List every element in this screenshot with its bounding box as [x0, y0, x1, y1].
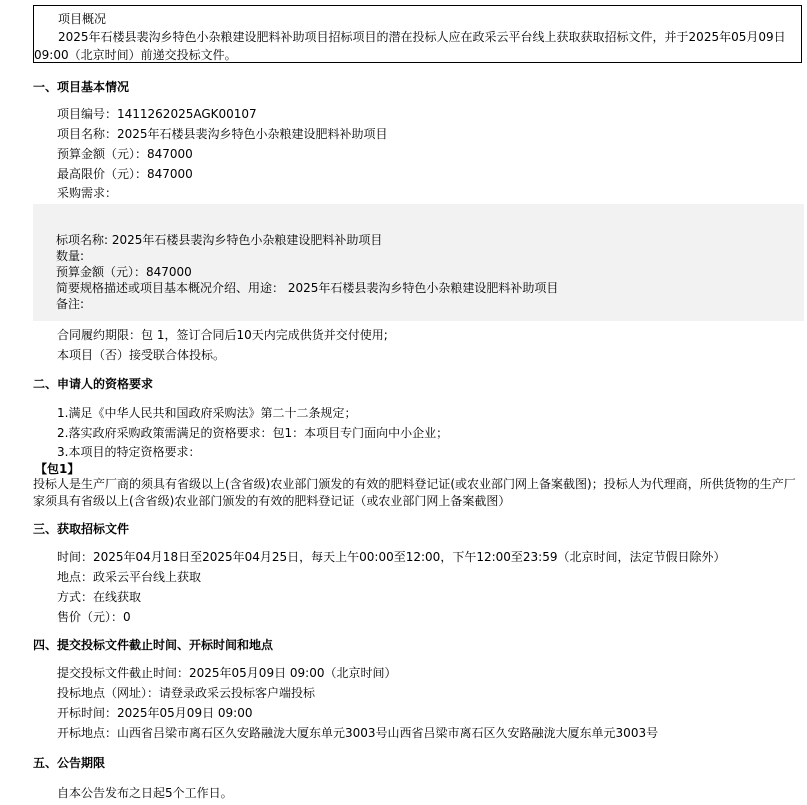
section-3-heading: 三、获取招标文件: [33, 522, 130, 536]
specific-requirement: 投标人是生产厂商的须具有省级以上(含省级)农业部门颁发的有效的肥料登记证(或农业部门网上备案截图)；投标人为代理商，所供货物的生产厂家须具有省级以上(含省级)农业部门颁发的有效的肥料登记证（或农业部门网上备案截图）: [33, 477, 796, 508]
section-2-heading: 二、申请人的资格要求: [33, 377, 154, 391]
section-1-heading: 一、项目基本情况: [33, 80, 130, 94]
lot-quantity: 数量:: [56, 249, 85, 263]
acquisition-place: 地点：政采云平台线上获取: [57, 570, 202, 584]
lot-note: 备注:: [56, 297, 85, 311]
overview-title: 项目概况: [58, 12, 107, 26]
section-4-heading: 四、提交投标文件截止时间、开标时间和地点: [33, 638, 274, 652]
lot-description: 简要规格描述或项目基本概况介绍、用途： 2025年石楼县裴沟乡特色小杂粮建设肥料补助项目: [56, 281, 559, 295]
lot-details-panel: [33, 204, 804, 321]
contract-period: 合同履约期限：包 1，签订合同后10天内完成供货并交付使用;: [57, 328, 388, 342]
opening-place: 开标地点：山西省吕梁市离石区久安路融泷大厦东单元3003号山西省吕梁市离石区久安路融泷大厦东单元3003号: [57, 726, 659, 740]
project-overview-box: [33, 5, 802, 63]
consortium-policy: 本项目（否）接受联合体投标。: [57, 348, 226, 362]
qualification-item-1: 1.满足《中华人民共和国政府采购法》第二十二条规定；: [57, 406, 357, 420]
acquisition-time: 时间：2025年04月18日至2025年04月25日，每天上午00:00至12:00，下午12:00至23:59（北京时间，法定节假日除外）: [57, 550, 726, 564]
acquisition-method: 方式：在线获取: [57, 590, 142, 604]
bid-place: 投标地点（网址）：请登录政采云投标客户端投标: [57, 686, 316, 700]
project-name: 项目名称：2025年石楼县裴沟乡特色小杂粮建设肥料补助项目: [57, 127, 388, 141]
qualification-item-3: 3.本项目的特定资格要求：: [57, 445, 201, 459]
procurement-demand-label: 采购需求：: [57, 186, 118, 200]
lot-name: 标项名称: 2025年石楼县裴沟乡特色小杂粮建设肥料补助项目: [56, 233, 383, 247]
qualification-item-2: 2.落实政府采购政策需满足的资格要求：包1：本项目专门面向中小企业；: [57, 426, 449, 440]
section-5-heading: 五、公告期限: [33, 756, 106, 770]
bid-deadline: 提交投标文件截止时间：2025年05月09日 09:00（北京时间）: [57, 666, 397, 680]
announcement-period: 自本公告发布之日起5个工作日。: [57, 786, 233, 800]
max-price: 最高限价（元）：847000: [57, 167, 193, 181]
lot-budget: 预算金额（元）：847000: [56, 265, 192, 279]
document-price: 售价（元）：0: [57, 610, 131, 624]
project-number: 项目编号：1411262025AGK00107: [57, 107, 257, 121]
package-label: 【包1】: [35, 462, 80, 476]
opening-time: 开标时间：2025年05月09日 09:00: [57, 706, 253, 720]
budget-amount: 预算金额（元）：847000: [57, 147, 193, 161]
overview-text: 2025年石楼县裴沟乡特色小杂粮建设肥料补助项目招标项目的潜在投标人应在政采云平台线上获取获取招标文件，并于2025年05月09日 09:00（北京时间）前递交投标文件。: [34, 30, 786, 62]
